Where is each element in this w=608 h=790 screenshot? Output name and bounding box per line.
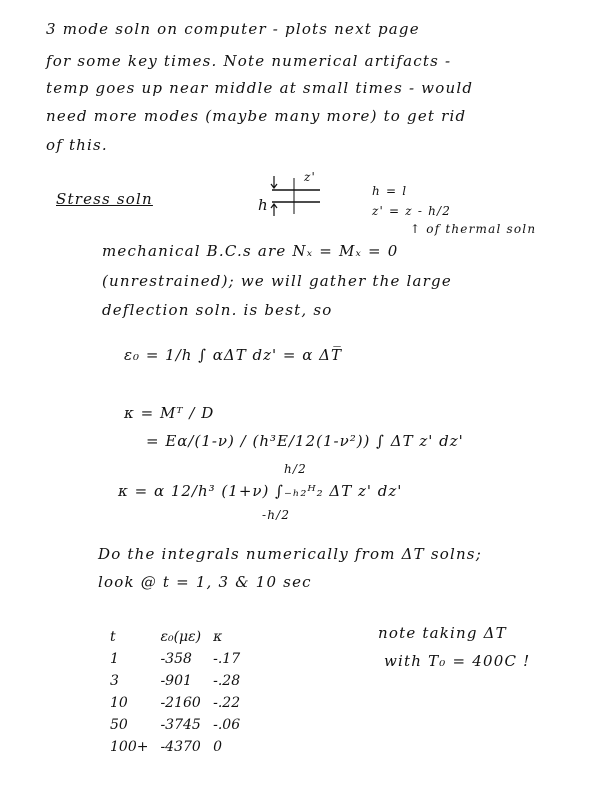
eq-kappa-final: κ = α 12/h³ (1+ν) ∫₋ₕ₂ᴴ₂ ΔT z' dz' — [118, 482, 403, 500]
intro-line-5: of this. — [46, 136, 108, 154]
side-note-line-2: with T₀ = 400C ! — [384, 652, 531, 670]
numerics-line-1: Do the integrals numerically from ΔT solns; — [98, 545, 482, 563]
cell-kappa: -.28 — [213, 673, 241, 689]
cell-kappa: 0 — [213, 739, 223, 755]
cell-kappa: -.22 — [213, 695, 241, 711]
eq-eps0: ε₀ = 1/h ∫ αΔT dz' = α ΔT̅ — [124, 346, 342, 364]
table-row — [104, 714, 246, 736]
def-h: h = l — [372, 184, 408, 198]
cell-t: 1 — [110, 651, 119, 667]
sketch-h-label: h — [258, 196, 269, 214]
down-arrow-icon — [271, 176, 277, 188]
cell-kappa: -.06 — [213, 717, 241, 733]
table-row — [104, 692, 246, 714]
cell-eps0: -2160 — [160, 695, 201, 711]
intro-line-3: temp goes up near middle at small times - would — [46, 79, 474, 97]
table-row — [104, 648, 246, 670]
cell-eps0: -3745 — [160, 717, 201, 733]
eq-kappa-expand: = Eα/(1-ν) / (h³E/12(1-ν²)) ∫ ΔT z' dz' — [146, 432, 464, 450]
cell-eps0: -4370 — [160, 739, 201, 755]
table-row — [104, 670, 246, 692]
header-kappa: κ — [213, 629, 223, 645]
def-thermal: ↑ of thermal soln — [410, 222, 537, 236]
header-t: t — [110, 629, 116, 645]
cell-kappa: -.17 — [213, 651, 241, 667]
intro-line-4: need more modes (maybe many more) to get rid — [46, 107, 467, 125]
numerics-line-2: look @ t = 1, 3 & 10 sec — [98, 573, 312, 591]
stress-heading: Stress soln — [56, 190, 153, 208]
cell-eps0: -901 — [160, 673, 192, 689]
cell-eps0: -358 — [160, 651, 192, 667]
side-note-line-1: note taking ΔT — [378, 624, 507, 642]
bc-line-2: (unrestrained); we will gather the large — [102, 272, 452, 290]
up-arrow-icon — [271, 204, 277, 216]
limit-top: h/2 — [284, 462, 308, 476]
results-table — [104, 626, 246, 758]
bc-line-3: deflection soln. is best, so — [102, 301, 333, 319]
cell-t: 3 — [110, 673, 119, 689]
cell-t: 50 — [110, 717, 128, 733]
def-z: z' = z - h/2 — [372, 204, 452, 218]
sketch-z-label: z' — [304, 170, 317, 184]
cell-t: 10 — [110, 695, 128, 711]
intro-line-2: for some key times. Note numerical artifacts - — [46, 52, 452, 70]
intro-line-1: 3 mode soln on computer - plots next page — [46, 20, 420, 38]
table-row — [104, 736, 246, 758]
eq-kappa-def: κ = Mᵀ / D — [124, 404, 215, 422]
bc-line-1: mechanical B.C.s are Nₓ = Mₓ = 0 — [102, 242, 399, 260]
header-eps0: ε₀(με) — [160, 629, 202, 645]
limit-bottom: -h/2 — [262, 508, 291, 522]
cell-t: 100+ — [110, 739, 149, 755]
table-header-row — [104, 626, 246, 648]
